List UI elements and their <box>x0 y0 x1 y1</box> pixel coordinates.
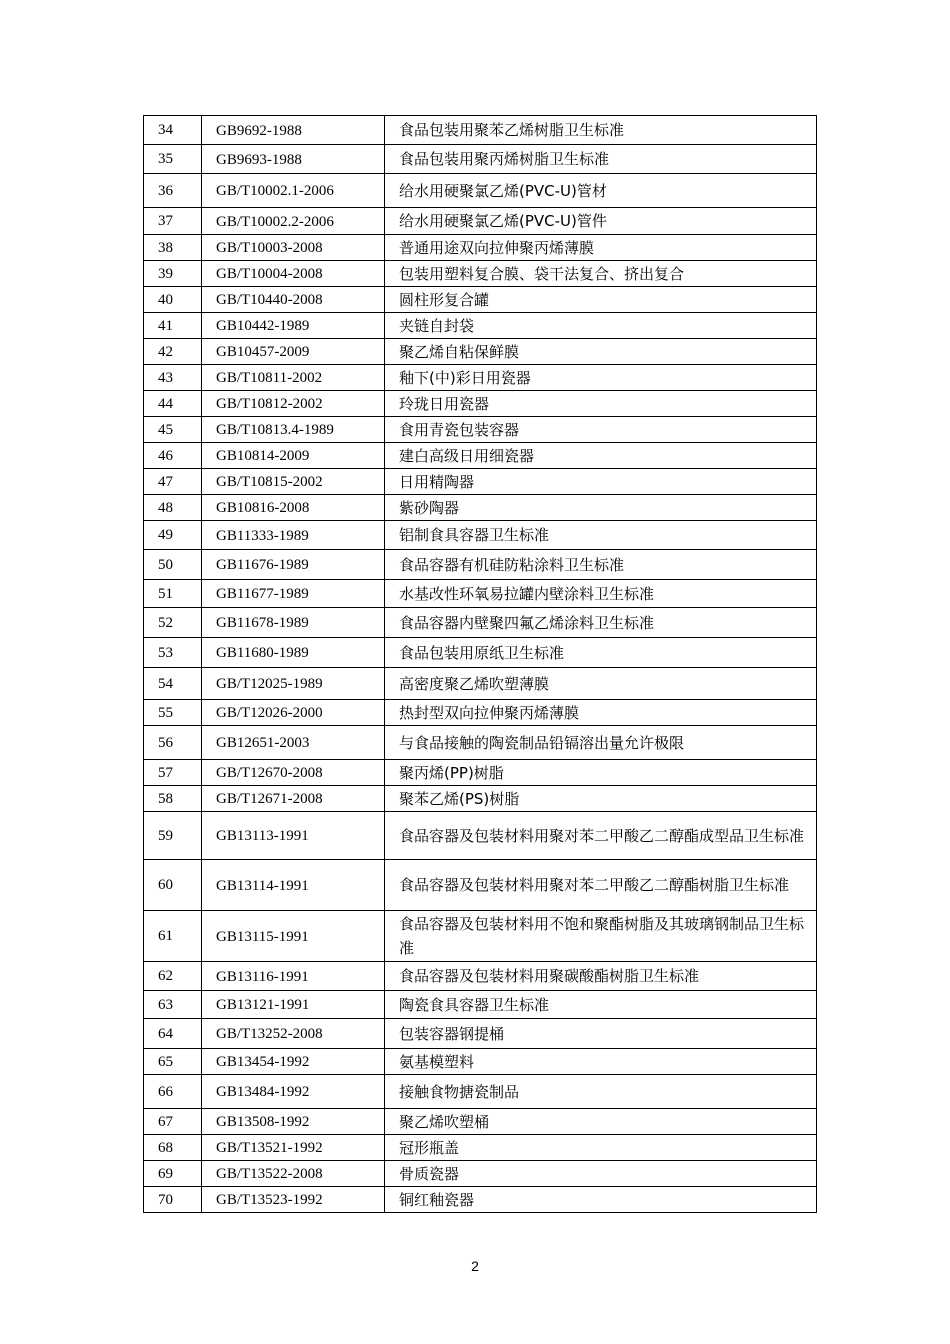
standard-name: 食用青瓷包装容器 <box>385 417 817 443</box>
row-number: 47 <box>144 469 202 495</box>
standard-code: GB/T13252-2008 <box>202 1019 385 1049</box>
row-number: 65 <box>144 1049 202 1075</box>
standard-name: 釉下(中)彩日用瓷器 <box>385 365 817 391</box>
row-number: 52 <box>144 608 202 638</box>
row-number: 38 <box>144 235 202 261</box>
table-row <box>144 469 817 495</box>
row-number: 57 <box>144 760 202 786</box>
standard-name: 骨质瓷器 <box>385 1161 817 1187</box>
standard-name: 食品容器及包装材料用不饱和聚酯树脂及其玻璃钢制品卫生标准 <box>385 911 817 962</box>
standard-code: GB/T10812-2002 <box>202 391 385 417</box>
standards-table <box>143 115 817 1213</box>
table-row <box>144 1075 817 1109</box>
table-row <box>144 638 817 668</box>
standard-code: GB/T12670-2008 <box>202 760 385 786</box>
table-row <box>144 1187 817 1213</box>
row-number: 37 <box>144 208 202 235</box>
standard-name: 日用精陶器 <box>385 469 817 495</box>
standard-name: 水基改性环氧易拉罐内壁涂料卫生标准 <box>385 580 817 608</box>
standard-name: 食品包装用聚苯乙烯树脂卫生标准 <box>385 116 817 145</box>
standard-code: GB13484-1992 <box>202 1075 385 1109</box>
standard-code: GB12651-2003 <box>202 726 385 760</box>
row-number: 49 <box>144 521 202 550</box>
standard-name: 高密度聚乙烯吹塑薄膜 <box>385 668 817 700</box>
row-number: 67 <box>144 1109 202 1135</box>
standard-code: GB10457-2009 <box>202 339 385 365</box>
standards-table-body <box>144 116 817 1213</box>
table-row <box>144 235 817 261</box>
row-number: 41 <box>144 313 202 339</box>
table-row <box>144 261 817 287</box>
row-number: 36 <box>144 174 202 208</box>
row-number: 43 <box>144 365 202 391</box>
row-number: 48 <box>144 495 202 521</box>
row-number: 63 <box>144 991 202 1019</box>
standard-name: 接触食物搪瓷制品 <box>385 1075 817 1109</box>
standard-name: 聚乙烯吹塑桶 <box>385 1109 817 1135</box>
row-number: 60 <box>144 860 202 911</box>
standard-code: GB/T13521-1992 <box>202 1135 385 1161</box>
standard-code: GB11676-1989 <box>202 550 385 580</box>
table-row <box>144 116 817 145</box>
table-row <box>144 1109 817 1135</box>
row-number: 54 <box>144 668 202 700</box>
standard-code: GB10816-2008 <box>202 495 385 521</box>
standard-code: GB/T13523-1992 <box>202 1187 385 1213</box>
row-number: 35 <box>144 145 202 174</box>
standard-code: GB9692-1988 <box>202 116 385 145</box>
row-number: 68 <box>144 1135 202 1161</box>
standard-code: GB/T13522-2008 <box>202 1161 385 1187</box>
row-number: 69 <box>144 1161 202 1187</box>
table-row <box>144 174 817 208</box>
row-number: 64 <box>144 1019 202 1049</box>
standard-name: 食品容器及包装材料用聚对苯二甲酸乙二醇酯成型品卫生标准 <box>385 812 817 860</box>
row-number: 39 <box>144 261 202 287</box>
standard-name: 冠形瓶盖 <box>385 1135 817 1161</box>
table-row <box>144 521 817 550</box>
table-row <box>144 208 817 235</box>
row-number: 42 <box>144 339 202 365</box>
row-number: 51 <box>144 580 202 608</box>
table-row <box>144 1161 817 1187</box>
standard-name: 铜红釉瓷器 <box>385 1187 817 1213</box>
table-row <box>144 145 817 174</box>
standard-name: 紫砂陶器 <box>385 495 817 521</box>
row-number: 46 <box>144 443 202 469</box>
table-row <box>144 812 817 860</box>
standard-name: 食品包装用原纸卫生标准 <box>385 638 817 668</box>
row-number: 55 <box>144 700 202 726</box>
standard-name: 给水用硬聚氯乙烯(PVC-U)管件 <box>385 208 817 235</box>
standard-code: GB13114-1991 <box>202 860 385 911</box>
standard-code: GB11680-1989 <box>202 638 385 668</box>
row-number: 44 <box>144 391 202 417</box>
standard-name: 包装用塑料复合膜、袋干法复合、挤出复合 <box>385 261 817 287</box>
standard-code: GB10814-2009 <box>202 443 385 469</box>
row-number: 34 <box>144 116 202 145</box>
standard-name: 建白高级日用细瓷器 <box>385 443 817 469</box>
row-number: 70 <box>144 1187 202 1213</box>
table-row <box>144 1135 817 1161</box>
table-row <box>144 1019 817 1049</box>
standard-name: 食品包装用聚丙烯树脂卫生标准 <box>385 145 817 174</box>
standard-code: GB11678-1989 <box>202 608 385 638</box>
table-row <box>144 911 817 962</box>
row-number: 62 <box>144 962 202 991</box>
table-row <box>144 1049 817 1075</box>
table-row <box>144 608 817 638</box>
table-row <box>144 417 817 443</box>
table-row <box>144 760 817 786</box>
standard-name: 与食品接触的陶瓷制品铅镉溶出量允许极限 <box>385 726 817 760</box>
standard-code: GB/T10813.4-1989 <box>202 417 385 443</box>
standard-name: 食品容器有机硅防粘涂料卫生标准 <box>385 550 817 580</box>
table-row <box>144 339 817 365</box>
standard-name: 玲珑日用瓷器 <box>385 391 817 417</box>
table-row <box>144 365 817 391</box>
standard-name: 给水用硬聚氯乙烯(PVC-U)管材 <box>385 174 817 208</box>
row-number: 61 <box>144 911 202 962</box>
standard-code: GB/T10002.2-2006 <box>202 208 385 235</box>
row-number: 58 <box>144 786 202 812</box>
standard-name: 铝制食具容器卫生标准 <box>385 521 817 550</box>
standard-code: GB13115-1991 <box>202 911 385 962</box>
table-row <box>144 580 817 608</box>
table-row <box>144 313 817 339</box>
standard-code: GB13508-1992 <box>202 1109 385 1135</box>
standard-name: 氨基模塑料 <box>385 1049 817 1075</box>
table-row <box>144 495 817 521</box>
standard-name: 食品容器及包装材料用聚碳酸酯树脂卫生标准 <box>385 962 817 991</box>
standard-code: GB/T12026-2000 <box>202 700 385 726</box>
standard-code: GB13113-1991 <box>202 812 385 860</box>
standard-code: GB/T12671-2008 <box>202 786 385 812</box>
row-number: 56 <box>144 726 202 760</box>
table-row <box>144 991 817 1019</box>
standard-code: GB13121-1991 <box>202 991 385 1019</box>
table-row <box>144 726 817 760</box>
standard-code: GB11333-1989 <box>202 521 385 550</box>
table-row <box>144 786 817 812</box>
row-number: 53 <box>144 638 202 668</box>
standard-name: 食品容器及包装材料用聚对苯二甲酸乙二醇酯树脂卫生标准 <box>385 860 817 911</box>
standard-name: 圆柱形复合罐 <box>385 287 817 313</box>
standard-code: GB/T12025-1989 <box>202 668 385 700</box>
standard-code: GB11677-1989 <box>202 580 385 608</box>
table-row <box>144 962 817 991</box>
table-row <box>144 668 817 700</box>
row-number: 66 <box>144 1075 202 1109</box>
row-number: 50 <box>144 550 202 580</box>
row-number: 45 <box>144 417 202 443</box>
standard-name: 热封型双向拉伸聚丙烯薄膜 <box>385 700 817 726</box>
standard-code: GB/T10002.1-2006 <box>202 174 385 208</box>
standard-name: 聚丙烯(PP)树脂 <box>385 760 817 786</box>
standard-code: GB13454-1992 <box>202 1049 385 1075</box>
standard-name: 夹链自封袋 <box>385 313 817 339</box>
standard-name: 食品容器内壁聚四氟乙烯涂料卫生标准 <box>385 608 817 638</box>
standard-name: 陶瓷食具容器卫生标准 <box>385 991 817 1019</box>
standard-code: GB/T10440-2008 <box>202 287 385 313</box>
standard-code: GB10442-1989 <box>202 313 385 339</box>
table-row <box>144 700 817 726</box>
row-number: 59 <box>144 812 202 860</box>
standard-code: GB/T10811-2002 <box>202 365 385 391</box>
table-row <box>144 550 817 580</box>
page-number: 2 <box>471 1258 479 1274</box>
standard-code: GB13116-1991 <box>202 962 385 991</box>
row-number: 40 <box>144 287 202 313</box>
standard-name: 普通用途双向拉伸聚丙烯薄膜 <box>385 235 817 261</box>
standard-code: GB/T10815-2002 <box>202 469 385 495</box>
table-row <box>144 391 817 417</box>
table-row <box>144 860 817 911</box>
standard-code: GB/T10003-2008 <box>202 235 385 261</box>
table-row <box>144 443 817 469</box>
standard-name: 聚乙烯自粘保鲜膜 <box>385 339 817 365</box>
standard-code: GB9693-1988 <box>202 145 385 174</box>
standard-name: 包装容器钢提桶 <box>385 1019 817 1049</box>
standard-code: GB/T10004-2008 <box>202 261 385 287</box>
standard-name: 聚苯乙烯(PS)树脂 <box>385 786 817 812</box>
table-row <box>144 287 817 313</box>
